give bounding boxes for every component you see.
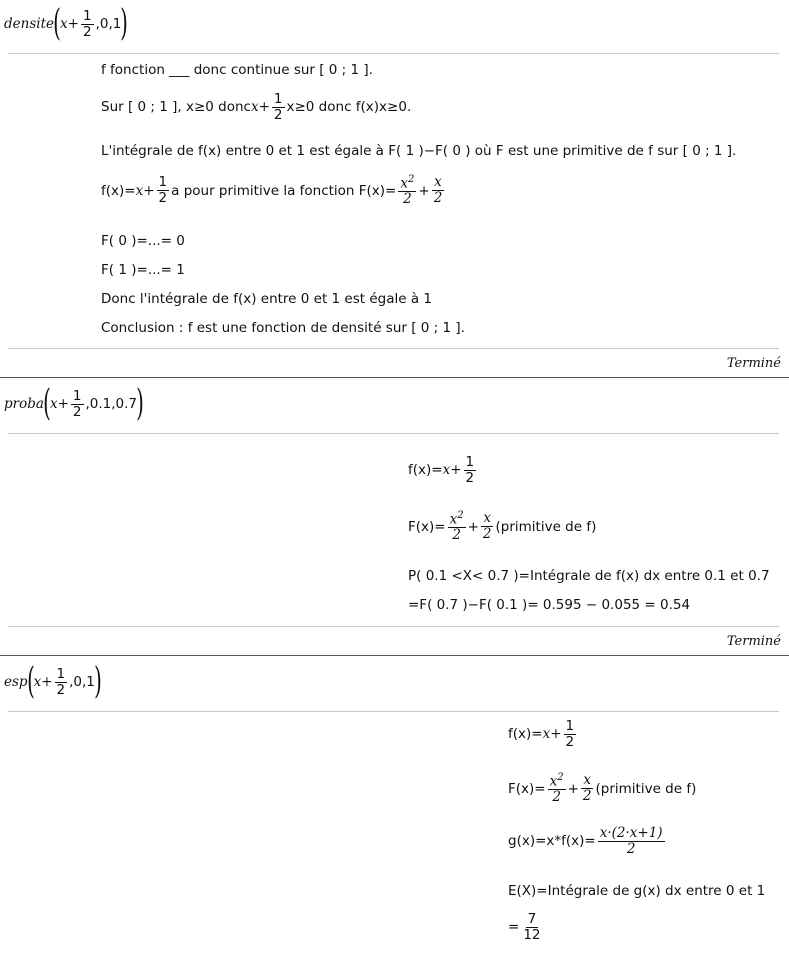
fraction <box>81 9 94 40</box>
fraction <box>598 826 665 857</box>
function-name: densite <box>4 16 54 32</box>
result-line <box>101 92 411 123</box>
text: f(x)= <box>508 726 543 743</box>
fraction <box>464 455 477 486</box>
expr-text: x+ <box>542 726 562 743</box>
args-text: ,0,1 <box>69 674 95 690</box>
fraction <box>564 719 577 750</box>
denominator: 2 <box>158 190 168 207</box>
numerator: x <box>583 772 592 789</box>
function-name: proba <box>4 396 44 412</box>
text: F(x)= <box>408 518 446 535</box>
text: g(x)=x*f(x)= <box>508 833 596 850</box>
result-line <box>101 174 446 207</box>
numerator: $x^2$ <box>400 174 415 192</box>
result-line: f fonction ___ donc continue sur [ 0 ; 1 ]. <box>101 62 373 78</box>
result-line: Donc l'intégrale de f(x) entre 0 et 1 est égale à 1 <box>101 291 432 307</box>
command-densite[interactable] <box>4 3 129 44</box>
denominator: 2 <box>482 526 492 543</box>
denominator: 12 <box>523 926 541 943</box>
text: a pour primitive la fonction F(x)= <box>171 182 397 199</box>
denominator: 2 <box>273 106 283 123</box>
result-line: E(X)=Intégrale de g(x) dx entre 0 et 1 <box>508 883 766 899</box>
args-text: ,0,1 <box>95 16 122 32</box>
args-text: ,0.1,0.7 <box>85 396 138 412</box>
entry-divider <box>0 655 789 656</box>
separator <box>8 53 779 54</box>
fraction <box>581 773 594 804</box>
result-line: =F( 0.7 )−F( 0.1 )= 0.595 − 0.055 = 0.54 <box>408 597 691 613</box>
denominator: 2 <box>82 23 92 40</box>
close-paren: ) <box>120 3 129 44</box>
text: Sur [ 0 ; 1 ], x≥0 donc <box>101 99 251 116</box>
close-paren: ) <box>94 661 102 702</box>
separator <box>8 433 779 434</box>
denominator: 2 <box>56 681 66 698</box>
command-proba[interactable] <box>4 383 144 424</box>
numerator: 1 <box>56 665 66 682</box>
numerator: $x^2$ <box>549 772 564 790</box>
numerator: 1 <box>82 7 92 24</box>
open-paren: ( <box>43 383 51 424</box>
fraction <box>71 389 84 420</box>
result-line <box>508 912 545 943</box>
open-paren: ( <box>53 3 61 44</box>
fraction <box>157 175 170 206</box>
numerator: $x^2$ <box>449 510 464 528</box>
separator <box>8 626 779 627</box>
fraction <box>55 667 68 698</box>
text: F(x)= <box>508 780 546 797</box>
fraction <box>398 174 416 207</box>
denominator: 2 <box>552 789 561 806</box>
result-line: L'intégrale de f(x) entre 0 et 1 est égale à F( 1 )−F( 0 ) où F est une primitive de f sur [ 0 ; 1 ]. <box>101 143 737 159</box>
text: x≥0 donc f(x)x≥0. <box>286 99 412 116</box>
text: f(x)= <box>408 462 443 479</box>
numerator: 1 <box>465 454 475 470</box>
expr-text: x+ <box>33 674 53 690</box>
status-done: Terminé <box>726 634 781 649</box>
result-line: Conclusion : f est une fonction de densité sur [ 0 ; 1 ]. <box>101 320 465 336</box>
result-line <box>508 719 578 750</box>
fraction <box>548 772 566 805</box>
result-line <box>408 455 478 486</box>
fraction <box>481 511 494 542</box>
denominator: 2 <box>403 191 412 208</box>
numerator: x·(2·x+1) <box>599 825 663 841</box>
entry-divider <box>0 377 789 378</box>
separator <box>8 348 779 349</box>
text: = <box>508 919 520 936</box>
open-paren: ( <box>26 661 35 702</box>
fraction <box>448 510 466 543</box>
separator <box>8 711 779 712</box>
expr-text: x+ <box>250 99 270 116</box>
fraction <box>432 175 445 206</box>
fraction <box>521 912 542 943</box>
numerator: 7 <box>527 911 537 927</box>
numerator: 1 <box>72 387 82 404</box>
close-paren: ) <box>136 383 144 424</box>
text: f(x)= <box>101 182 136 199</box>
numerator: x <box>434 174 442 191</box>
numerator: 1 <box>158 174 168 191</box>
expr-text: x+ <box>135 182 155 199</box>
plus-sign: + <box>567 780 579 797</box>
plus-sign: + <box>467 518 479 535</box>
denominator: 2 <box>626 840 636 857</box>
numerator: 1 <box>565 718 575 734</box>
result-line: P( 0.1 <X< 0.7 )=Intégrale de f(x) dx entre 0.1 et 0.7 <box>408 568 770 584</box>
result-line: F( 1 )=...= 1 <box>101 262 185 278</box>
expr-text: x+ <box>442 462 462 479</box>
expr-text: x+ <box>49 396 69 412</box>
result-line: F( 0 )=...= 0 <box>101 233 185 249</box>
status-done: Terminé <box>726 356 781 371</box>
denominator: 2 <box>582 788 592 805</box>
fraction <box>272 92 285 123</box>
plus-sign: + <box>418 182 430 199</box>
function-name: esp <box>4 674 28 690</box>
result-line <box>508 826 667 857</box>
expr-text: x+ <box>60 16 79 32</box>
denominator: 2 <box>72 403 82 420</box>
command-esp[interactable] <box>4 661 102 702</box>
result-line <box>508 772 696 805</box>
denominator: 2 <box>565 733 575 750</box>
numerator: x <box>483 510 492 527</box>
denominator: 2 <box>465 469 475 486</box>
result-line <box>408 510 596 543</box>
text: (primitive de f) <box>595 780 697 797</box>
numerator: 1 <box>273 91 283 107</box>
denominator: 2 <box>452 527 461 544</box>
text: (primitive de f) <box>495 518 597 535</box>
denominator: 2 <box>433 190 443 207</box>
